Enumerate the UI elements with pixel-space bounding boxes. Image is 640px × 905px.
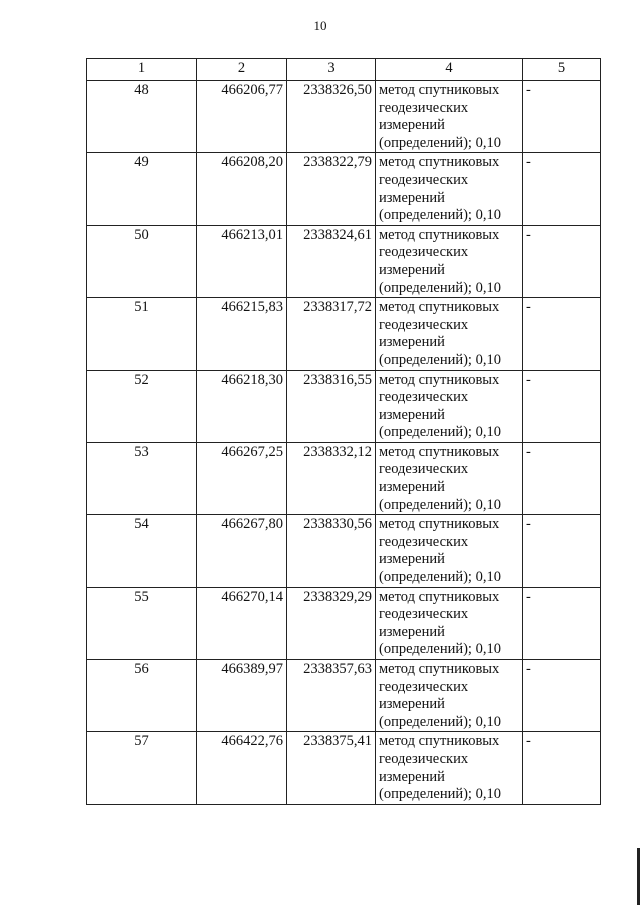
table-row [87, 515, 601, 587]
x-coordinate-cell: 466218,30 [197, 370, 287, 442]
x-coordinate-cell: 466267,25 [197, 442, 287, 514]
column-header-2: 2 [197, 59, 287, 81]
method-cell: метод спутниковых геодезических измерений (определений); 0,10 [376, 515, 523, 587]
x-coordinate-cell: 466213,01 [197, 225, 287, 297]
table-row [87, 587, 601, 659]
y-coordinate-cell: 2338316,55 [287, 370, 376, 442]
y-coordinate-cell: 2338332,12 [287, 442, 376, 514]
x-coordinate-cell: 466389,97 [197, 660, 287, 732]
note-cell: - [523, 515, 601, 587]
note-cell: - [523, 153, 601, 225]
x-coordinate-cell: 466267,80 [197, 515, 287, 587]
method-cell: метод спутниковых геодезических измерений (определений); 0,10 [376, 587, 523, 659]
x-coordinate-cell: 466422,76 [197, 732, 287, 804]
note-cell: - [523, 225, 601, 297]
point-number-cell: 56 [87, 660, 197, 732]
method-cell: метод спутниковых геодезических измерений (определений); 0,10 [376, 81, 523, 153]
column-header-4: 4 [376, 59, 523, 81]
note-cell: - [523, 732, 601, 804]
table-row [87, 732, 601, 804]
point-number-cell: 51 [87, 298, 197, 370]
method-cell: метод спутниковых геодезических измерений (определений); 0,10 [376, 370, 523, 442]
column-header-1: 1 [87, 59, 197, 81]
method-cell: метод спутниковых геодезических измерений (определений); 0,10 [376, 153, 523, 225]
point-number-cell: 52 [87, 370, 197, 442]
y-coordinate-cell: 2338326,50 [287, 81, 376, 153]
note-cell: - [523, 298, 601, 370]
note-cell: - [523, 442, 601, 514]
method-cell: метод спутниковых геодезических измерений (определений); 0,10 [376, 660, 523, 732]
y-coordinate-cell: 2338317,72 [287, 298, 376, 370]
method-cell: метод спутниковых геодезических измерений (определений); 0,10 [376, 298, 523, 370]
table-row [87, 81, 601, 153]
y-coordinate-cell: 2338329,29 [287, 587, 376, 659]
point-number-cell: 57 [87, 732, 197, 804]
column-header-3: 3 [287, 59, 376, 81]
y-coordinate-cell: 2338357,63 [287, 660, 376, 732]
x-coordinate-cell: 466206,77 [197, 81, 287, 153]
table-row [87, 153, 601, 225]
column-header-5: 5 [523, 59, 601, 81]
coordinates-table [86, 58, 601, 805]
y-coordinate-cell: 2338330,56 [287, 515, 376, 587]
note-cell: - [523, 660, 601, 732]
table-row [87, 370, 601, 442]
point-number-cell: 48 [87, 81, 197, 153]
x-coordinate-cell: 466208,20 [197, 153, 287, 225]
y-coordinate-cell: 2338324,61 [287, 225, 376, 297]
table-row [87, 442, 601, 514]
method-cell: метод спутниковых геодезических измерений (определений); 0,10 [376, 225, 523, 297]
method-cell: метод спутниковых геодезических измерений (определений); 0,10 [376, 732, 523, 804]
note-cell: - [523, 81, 601, 153]
y-coordinate-cell: 2338322,79 [287, 153, 376, 225]
x-coordinate-cell: 466270,14 [197, 587, 287, 659]
page-number: 10 [313, 18, 327, 33]
x-coordinate-cell: 466215,83 [197, 298, 287, 370]
table-row [87, 298, 601, 370]
table-header-row [87, 59, 601, 81]
table-row [87, 225, 601, 297]
point-number-cell: 49 [87, 153, 197, 225]
point-number-cell: 55 [87, 587, 197, 659]
note-cell: - [523, 370, 601, 442]
y-coordinate-cell: 2338375,41 [287, 732, 376, 804]
note-cell: - [523, 587, 601, 659]
point-number-cell: 50 [87, 225, 197, 297]
point-number-cell: 53 [87, 442, 197, 514]
point-number-cell: 54 [87, 515, 197, 587]
method-cell: метод спутниковых геодезических измерений (определений); 0,10 [376, 442, 523, 514]
table-row [87, 660, 601, 732]
